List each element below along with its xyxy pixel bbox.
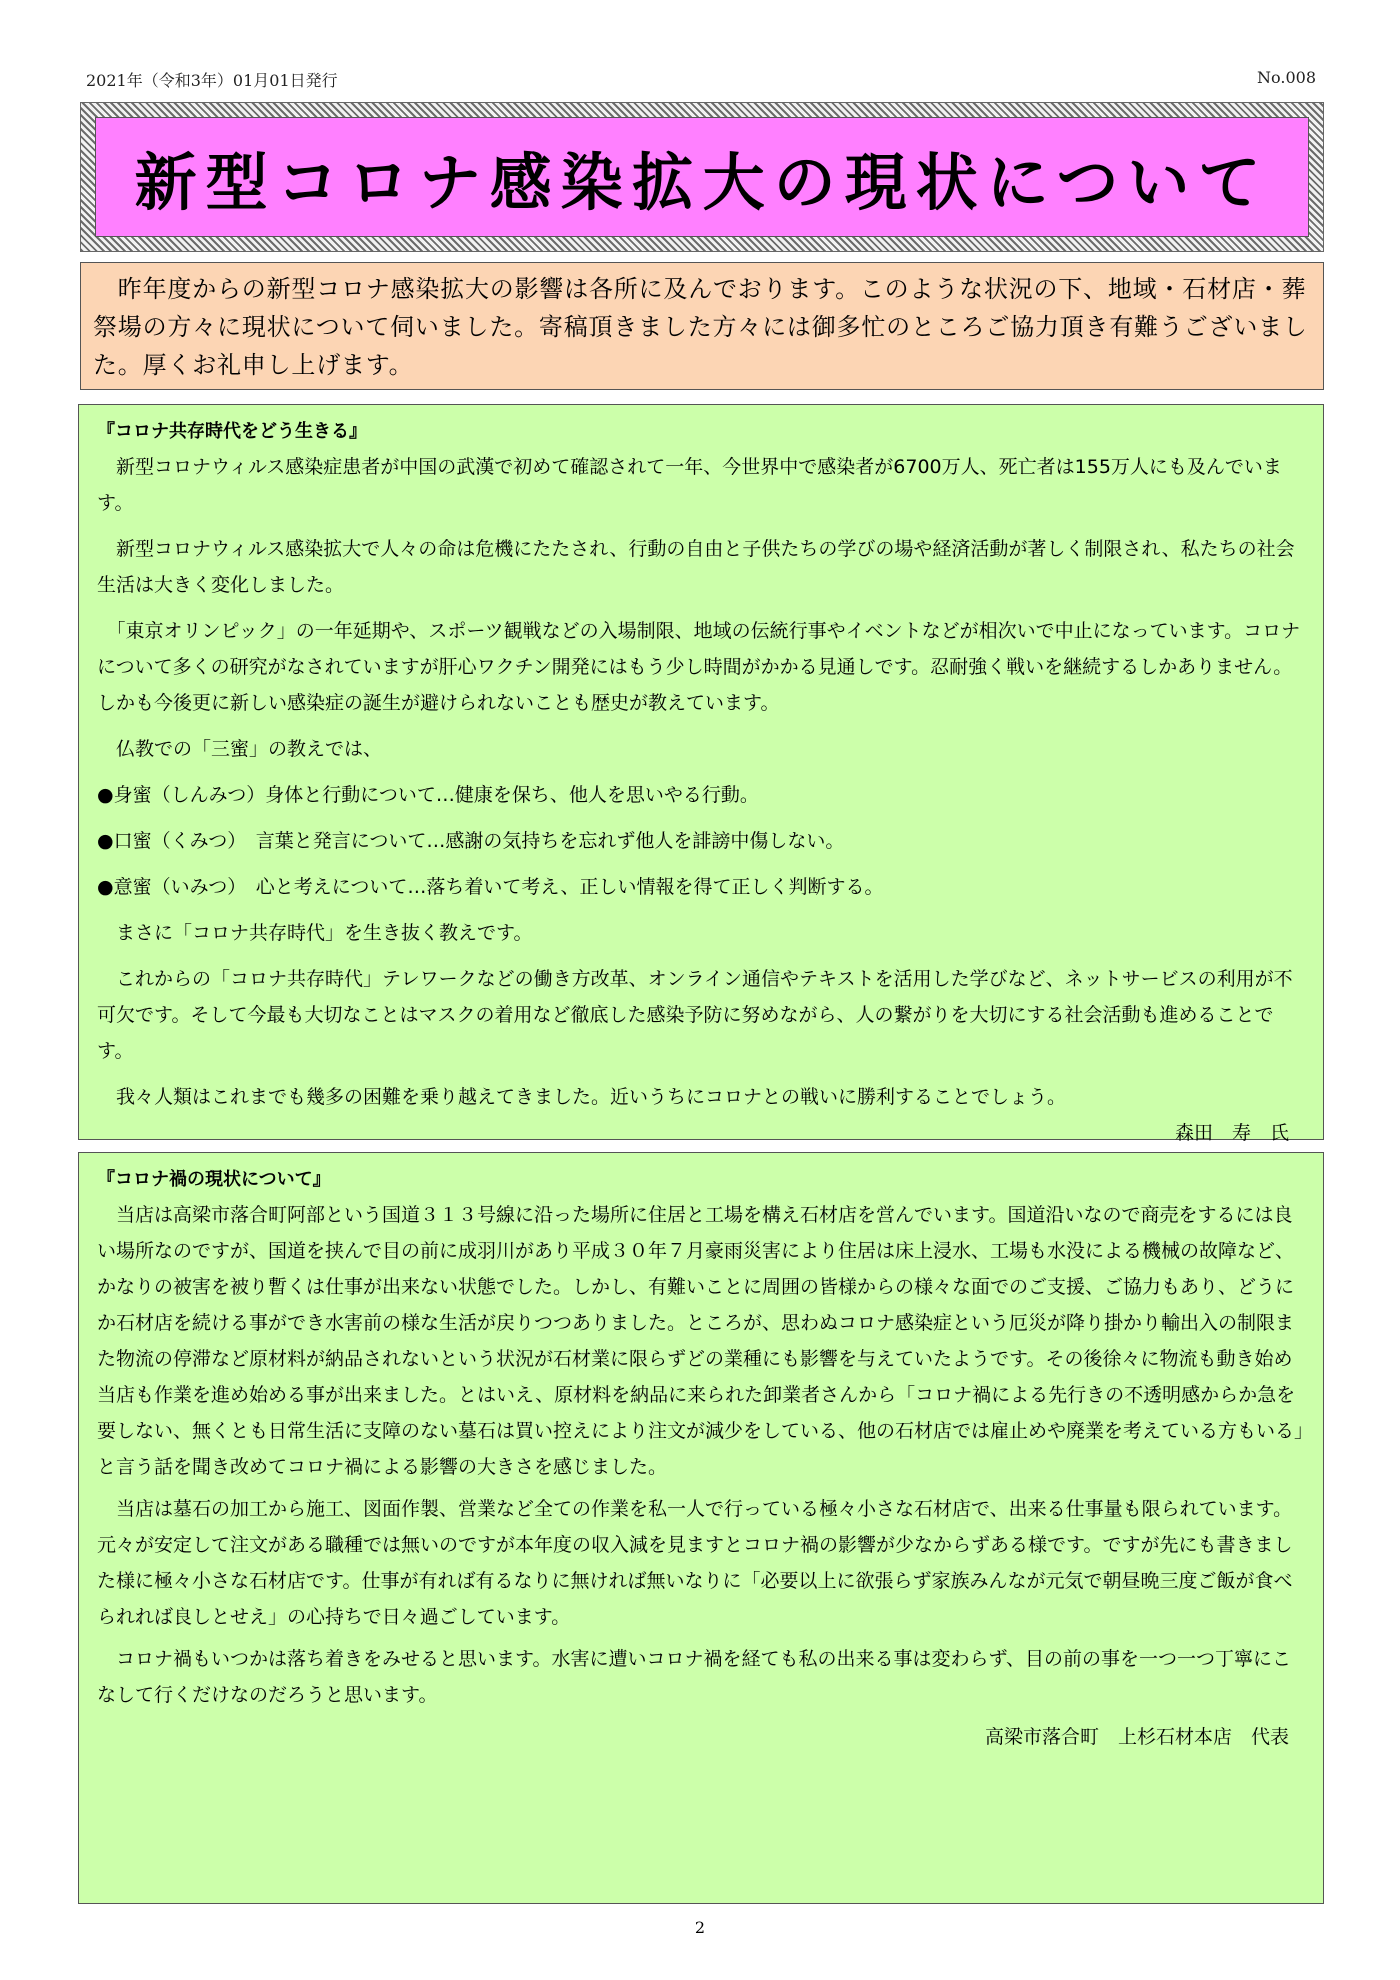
- article-paragraph: 我々人類はこれまでも幾多の困難を乗り越えてきました。近いうちにコロナとの戦いに勝利することでしょう。: [97, 1086, 1067, 1108]
- article-paragraph: 新型コロナウィルス感染拡大で人々の命は危機にたたされ、行動の自由と子供たちの学びの場や経済活動が著しく制限され、私たちの社会生活は大きく変化しました。: [97, 538, 1295, 596]
- article-paragraph: 仏教での「三蜜」の教えでは、: [97, 738, 383, 760]
- article-paragraph: 「東京オリンピック」の一年延期や、スポーツ観戦などの入場制限、地域の伝統行事やイベントなどが相次いで中止になっています。コロナについて多くの研究がなされていますが肝心ワクチン開発にはもう少し時間がかかる見通しです。忍耐強く戦いを継続するしかありません。しかも今後更に新しい感染症の誕生が避けられないことも歴史が教えています。: [97, 620, 1301, 714]
- page-title: 新型コロナ感染拡大の現状について: [134, 145, 1270, 219]
- article-author: 森田 寿 氏: [1174, 1122, 1289, 1144]
- article-paragraph: 新型コロナウィルス感染症患者が中国の武漢で初めて確認されて一年、今世界中で感染者が6700万人、死亡者は155万人にも及んでいます。: [97, 456, 1282, 514]
- article-paragraph: 当店は高梁市落合町阿部という国道３１３号線に沿った場所に住居と工場を構え石材店を営んでいます。国道沿いなので商売をするには良い場所なのですが、国道を挟んで目の前に成羽川があり平成３０年７月豪雨災害により住居は床上浸水、工場も水没による機械の故障など、かなりの被害を被り暫くは仕事が出来ない状態でした。しかし、有難いことに周囲の皆様からの様々な面でのご支援、ご協力もあり、どうにか石材店を続ける事ができ水害前の様な生活が戻りつつありました。ところが、思わぬコロナ感染症という厄災が降り掛かり輸出入の制限また物流の停滞など原材料が納品されないという状況が石材業に限らずどの業種にも影響を与えていたようです。その後徐々に物流も動き始め当店も作業を進め始める事が出来ました。とはいえ、原材料を納品に来られた卸業者さんから「コロナ禍による先行きの不透明感からか急を要しない、無くとも日常生活に支障のない墓石は買い控えにより注文が減少をしている、他の石材店では雇止めや廃業を考えている方もいる」と言う話を聞き改めてコロナ禍による影響の大きさを感じました。: [97, 1204, 1304, 1478]
- list-item: ●意蜜（いみつ） 心と考えについて…落ち着いて考え、正しい情報を得て正しく判断する。: [97, 876, 884, 898]
- article-heading: 『コロナ禍の現状について』: [97, 1169, 331, 1190]
- article-author: 高梁市落合町 上杉石材本店 代表: [984, 1726, 1289, 1748]
- intro-box: [80, 262, 1324, 390]
- publication-date: 2021年（令和3年）01月01日発行: [86, 71, 338, 90]
- intro-text: 昨年度からの新型コロナ感染拡大の影響は各所に及んでおります。このような状況の下、地域・石材店・葬祭場の方々に現状について伺いました。寄稿頂きました方々には御多忙のところご協力頂き有難うございました。厚くお礼申し上げます。: [93, 275, 1308, 379]
- list-item: ●身蜜（しんみつ）身体と行動について…健康を保ち、他人を思いやる行動。: [97, 784, 759, 806]
- issue-number: No.008: [1257, 68, 1316, 87]
- article-heading: 『コロナ共存時代をどう生きる』: [97, 421, 367, 442]
- list-item: ●口蜜（くみつ） 言葉と発言について…感謝の気持ちを忘れず他人を誹謗中傷しない。: [97, 830, 845, 852]
- page-number: 2: [694, 1918, 706, 1937]
- article-paragraph: これからの「コロナ共存時代」テレワークなどの働き方改革、オンライン通信やテキストを活用した学びなど、ネットサービスの利用が不可欠です。そして今最も大切なことはマスクの着用など徹底した感染予防に努めながら、人の繋がりを大切にする社会活動も進めることです。: [97, 968, 1293, 1062]
- article-paragraph: まさに「コロナ共存時代」を生き抜く教えです。: [97, 922, 533, 944]
- title-banner: [80, 102, 1324, 252]
- article-paragraph: コロナ禍もいつかは落ち着きをみせると思います。水害に遭いコロナ禍を経ても私の出来る事は変わらず、目の前の事を一つ一つ丁寧にこなして行くだけなのだろうと思います。: [97, 1648, 1291, 1706]
- article-current-state: [78, 1152, 1324, 1904]
- article-paragraph: 当店は墓石の加工から施工、図面作製、営業など全ての作業を私一人で行っている極々小さな石材店で、出来る仕事量も限られています。元々が安定して注文がある職種では無いのですが本年度の収入減を見ますとコロナ禍の影響が少なからずある様です。ですが先にも書きました様に極々小さな石材店です。仕事が有れば有るなりに無ければ無いなりに「必要以上に欲張らず家族みんなが元気で朝昼晩三度ご飯が食べられれば良しとせえ」の心持ちで日々過ごしています。: [97, 1498, 1293, 1628]
- title-panel: [95, 117, 1309, 237]
- page-header: [86, 68, 1316, 92]
- article-coexistence: [78, 404, 1324, 1144]
